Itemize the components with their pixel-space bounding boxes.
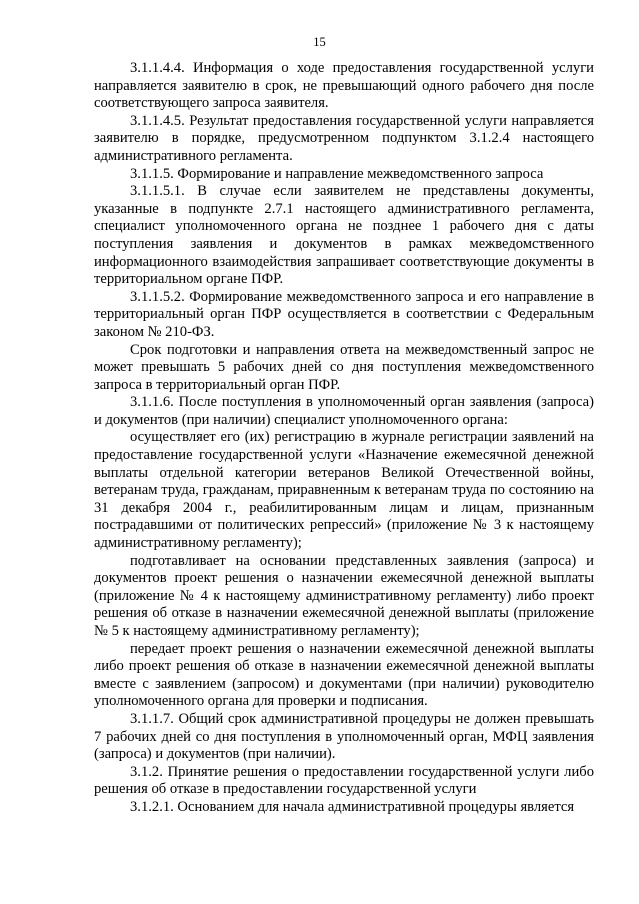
- section-heading-3-1-1-5: 3.1.1.5. Формирование и направление межведомственного запроса: [130, 165, 544, 182]
- section-heading-3-1-2: 3.1.2. Принятие решения о предоставлении государственной услуги либо решения об отказе в предоставлении государственной услуги: [94, 763, 594, 798]
- paragraph-registration: осуществляет его (их) регистрацию в журнале регистрации заявлений на предоставление государственной услуги «Назначение ежемесячной денежной выплаты отдельной категории ветеранов Великой Отечественной войны, ветеранам труда, гражданам, приравненным к ветеранам труда по состоянию на 31 декабря 2004 г., реабилитированным лицам и лицам, признанным пострадавшими от политических репрессий» (приложение № 3 к настоящему административному регламенту);: [94, 429, 594, 552]
- paragraph-3-1-1-5-2: 3.1.1.5.2. Формирование межведомственного запроса и его направление в территориальный орган ПФР осуществляется в соответствии с Федеральным законом № 210-ФЗ.: [94, 288, 594, 340]
- paragraph-3-1-2-1: 3.1.2.1. Основанием для начала административной процедуры является: [130, 798, 575, 815]
- document-body: [94, 60, 594, 817]
- paragraph-3-1-1-4-4: 3.1.1.4.4. Информация о ходе предоставления государственной услуги направляется заявителю в срок, не превышающий одного рабочего дня после соответствующего запроса заявителя.: [94, 60, 594, 112]
- page-number: 15: [313, 35, 326, 49]
- paragraph-draft-decision: подготавливает на основании представленных заявления (запроса) и документов проект решения о назначении ежемесячной денежной выплаты (приложение № 4 к настоящему административному регламенту) либо проект решения об отказе в назначении ежемесячной денежной выплаты (приложение № 5 к настоящему административному регламенту);: [94, 552, 594, 639]
- paragraph-3-1-1-6: 3.1.1.6. После поступления в уполномоченный орган заявления (запроса) и документов (при наличии) специалист уполномоченного органа:: [94, 394, 594, 428]
- paragraph-3-1-1-4-5: 3.1.1.4.5. Результат предоставления государственной услуги направляется заявителю в порядке, предусмотренном подпунктом 3.1.2.4 настоящего административного регламента.: [94, 112, 594, 164]
- paragraph-response-deadline: Срок подготовки и направления ответа на межведомственный запрос не может превышать 5 рабочих дней со дня поступления межведомственного запроса в территориальный орган ПФР.: [94, 341, 594, 393]
- paragraph-transfer-draft: передает проект решения о назначении ежемесячной денежной выплаты либо проект решения об отказе в назначении ежемесячной денежной выплаты вместе с заявлением (запросом) и документами (при наличии) руководителю уполномоченного органа для проверки и подписания.: [94, 640, 594, 710]
- paragraph-3-1-1-7: 3.1.1.7. Общий срок административной процедуры не должен превышать 7 рабочих дней со дня поступления в уполномоченный орган, МФЦ заявления (запроса) и документов (при наличии).: [94, 710, 594, 763]
- paragraph-3-1-1-5-1: 3.1.1.5.1. В случае если заявителем не представлены документы, указанные в подпункте 2.7.1 настоящего административного регламента, специалист уполномоченного органа не позднее 1 рабочего дня с даты поступления заявления и документов в рамках межведомственного информационного взаимодействия запрашивает соответствующие документы в территориальном органе ПФР.: [94, 183, 594, 288]
